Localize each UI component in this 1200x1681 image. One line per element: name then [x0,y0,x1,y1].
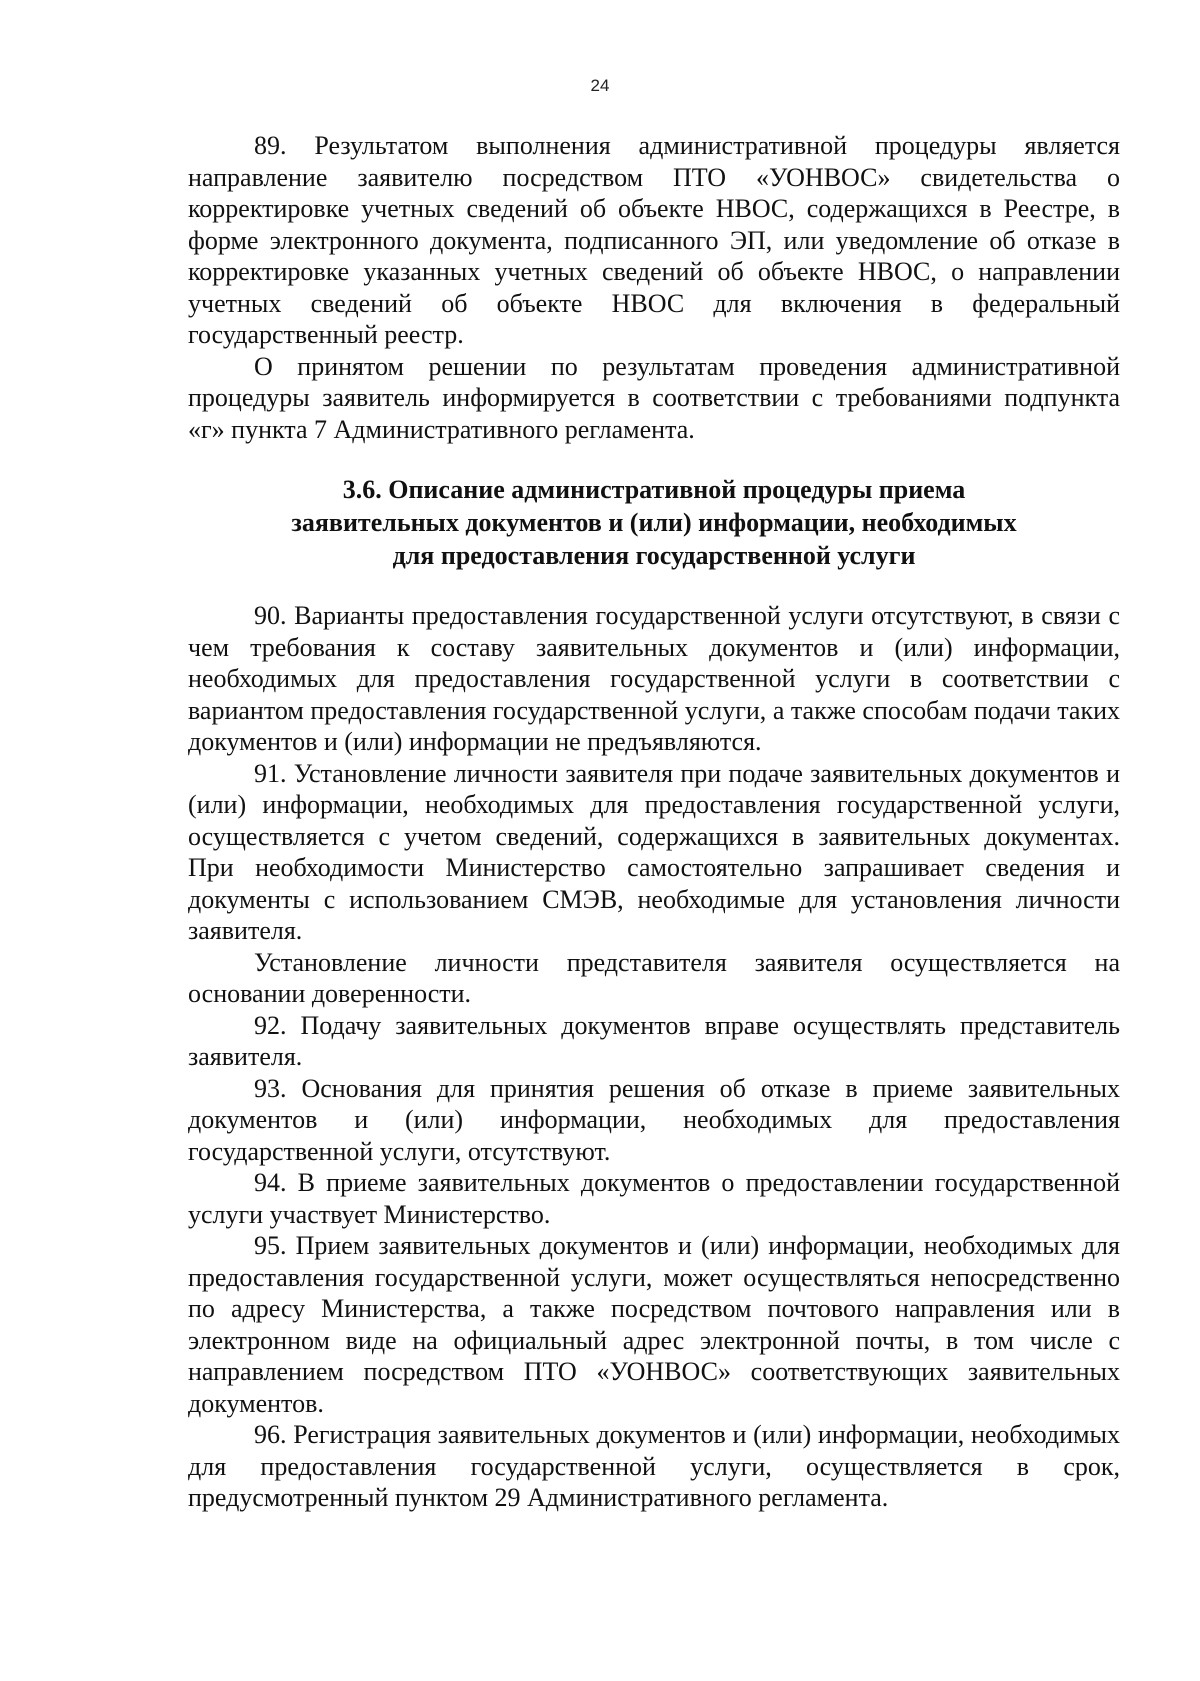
paragraph-93: 93. Основания для принятия решения об отказе в приеме заявительных документов и (или) информации, необходимых для предоставления государственной услуги, отсутствуют. [188,1073,1120,1166]
paragraph-90: 90. Варианты предоставления государственной услуги отсутствуют, в связи с чем требования к составу заявительных документов и (или) информации, необходимых для предоставления государственной услуги в соответствии с вариантом предоставления государственной услуги, а также способам подачи таких документов и (или) информации не предъявляются. [188,601,1120,756]
page-number: 24 [590,76,610,95]
section-heading-line: 3.6. Описание административной процедуры приема [342,475,966,504]
paragraph-89: 89. Результатом выполнения административной процедуры является направление заявителю посредством ПТО «УОНВОС» свидетельства о корректировке учетных сведений об объекте НВОС, содержащихся в Реестре, в форме электронного документа, подписанного ЭП, или уведомление об отказе в корректировке указанных учетных сведений об объекте НВОС, о направлении учетных сведений об объекте НВОС для включения в федеральный государственный реестр. [188,131,1120,349]
paragraph-representative-identity: Установление личности представителя заявителя осуществляется на основании доверенности. [188,947,1120,1008]
document-body [188,130,1120,1514]
section-heading-line: заявительных документов и (или) информации, необходимых [291,508,1017,537]
paragraph-92: 92. Подачу заявительных документов вправе осуществлять представитель заявителя. [188,1010,1120,1071]
paragraph-96: 96. Регистрация заявительных документов и (или) информации, необходимых для предоставления государственной услуги, осуществляется в срок, предусмотренный пунктом 29 Административного регламента. [188,1420,1120,1512]
section-heading-line: для предоставления государственной услуги [392,541,916,570]
paragraph-91: 91. Установление личности заявителя при подаче заявительных документов и (или) информации, необходимых для предоставления государственной услуги, осуществляется с учетом сведений, содержащихся в заявительных документах. При необходимости Министерство самостоятельно запрашивает сведения и документы с использованием СМЭВ, необходимые для установления личности заявителя. [188,758,1120,945]
paragraph-94: 94. В приеме заявительных документов о предоставлении государственной услуги участвует Министерство. [188,1168,1120,1229]
section-heading-3-6 [188,473,1120,572]
paragraph-95: 95. Прием заявительных документов и (или) информации, необходимых для предоставления государственной услуги, может осуществляться непосредственно по адресу Министерства, а также посредством почтового направления или в электронном виде на официальный адрес электронной почты, в том числе с направлением посредством ПТО «УОНВОС» соответствующих заявительных документов. [188,1231,1120,1418]
paragraph-decision-info: О принятом решении по результатам проведения административной процедуры заявитель информируется в соответствии с требованиями подпункта «г» пункта 7 Административного регламента. [188,351,1120,444]
